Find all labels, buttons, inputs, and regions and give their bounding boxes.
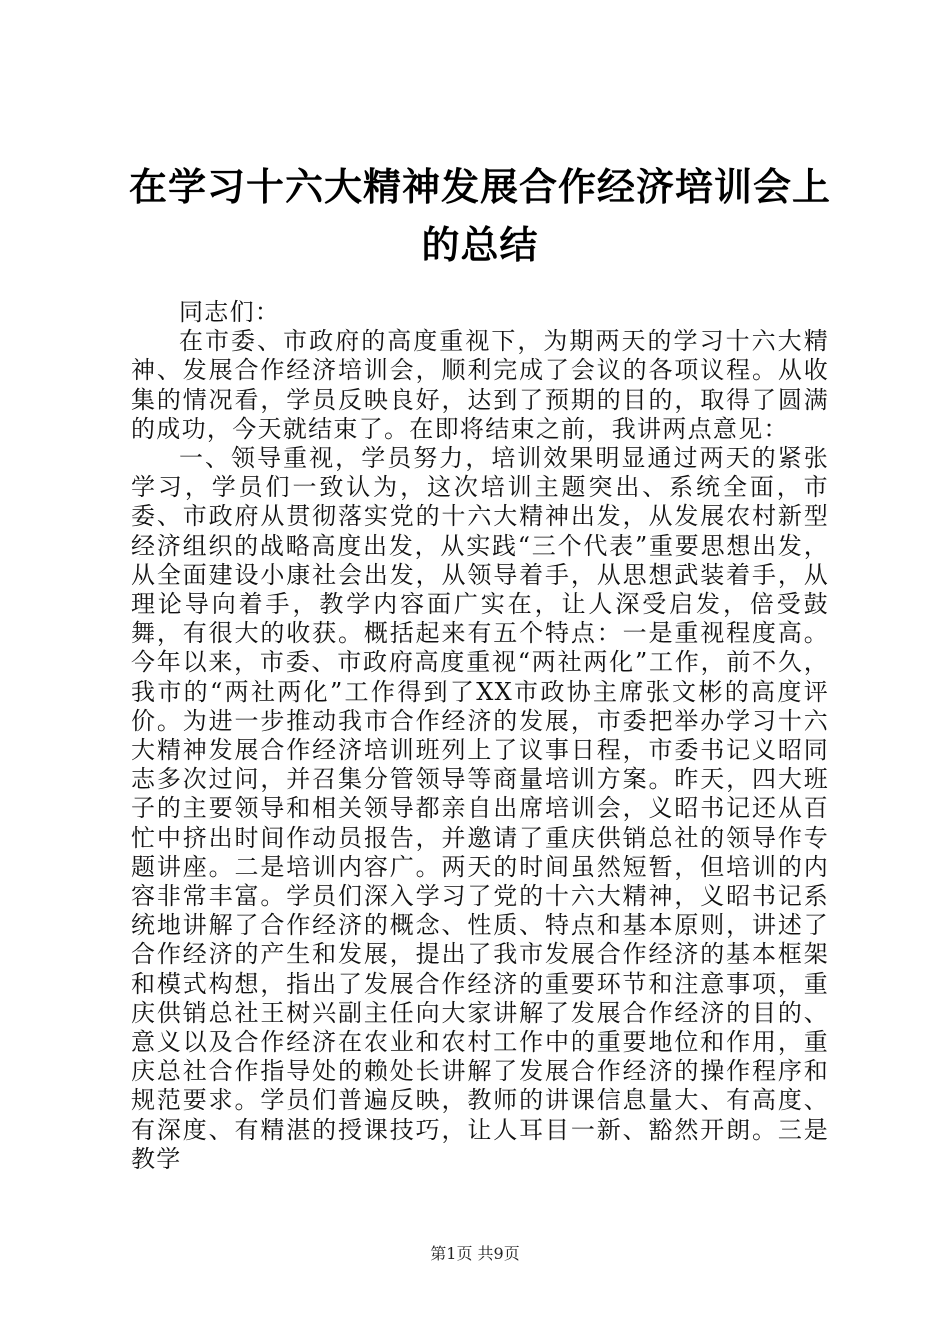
paragraph-2: 一、领导重视，学员努力，培训效果明显通过两天的紧张学习，学员们一致认为，这次培训主题突出、系统全面，市委、市政府从贯彻落实党的十六大精神出发，从发展农村新型经济组织的战略高度出发，从实践“三个代表”重要思想出发，从全面建设小康社会出发，从领导着手，从思想武装着手，从理论导向着手，教学内容面广实在，让人深受启发，倍受鼓舞，有很大的收获。概括起来有五个特点：一是重视程度高。今年以来，市委、市政府高度重视“两社两化”工作，前不久，我市的“两社两化”工作得到了XX市政协主席张文彬的高度评价。为进一步推动我市合作经济的发展，市委把举办学习十六大精神发展合作经济培训班列上了议事日程，市委书记义昭同志多次过问，并召集分管领导等商量培训方案。昨天，四大班子的主要领导和相关领导都亲自出席培训会，义昭书记还从百忙中挤出时间作动员报告，并邀请了重庆供销总社的领导作专题讲座。二是培训内容广。两天的时间虽然短暂，但培训的内容非常丰富。学员们深入学习了党的十六大精神，义昭书记系统地讲解了合作经济的概念、性质、特点和基本原则，讲述了合作经济的产生和发展，提出了我市发展合作经济的基本框架和模式构想，指出了发展合作经济的重要环节和注意事项，重庆供销总社王树兴副主任向大家讲解了发展合作经济的目的、意义以及合作经济在农业和农村工作中的重要地位和作用，重庆总社合作指导处的赖处长讲解了发展合作经济的操作程序和规范要求。学员们普遍反映，教师的讲课信息量大、有高度、有深度、有精湛的授课技巧，让人耳目一新、豁然开朗。三是教学 <box>131 444 829 1173</box>
salutation: 同志们： <box>179 298 281 326</box>
document-body <box>131 298 829 1174</box>
document-title: 在学习十六大精神发展合作经济培训会上的总结 <box>128 165 831 267</box>
page-footer <box>0 1244 950 1264</box>
page-indicator: 第1页 共9页 <box>430 1244 520 1263</box>
paragraph-1: 在市委、市政府的高度重视下，为期两天的学习十六大精神、发展合作经济培训会，顺利完成了会议的各项议程。从收集的情况看，学员反映良好，达到了预期的目的，取得了圆满的成功，今天就结束了。在即将结束之前，我讲两点意见： <box>131 327 829 443</box>
